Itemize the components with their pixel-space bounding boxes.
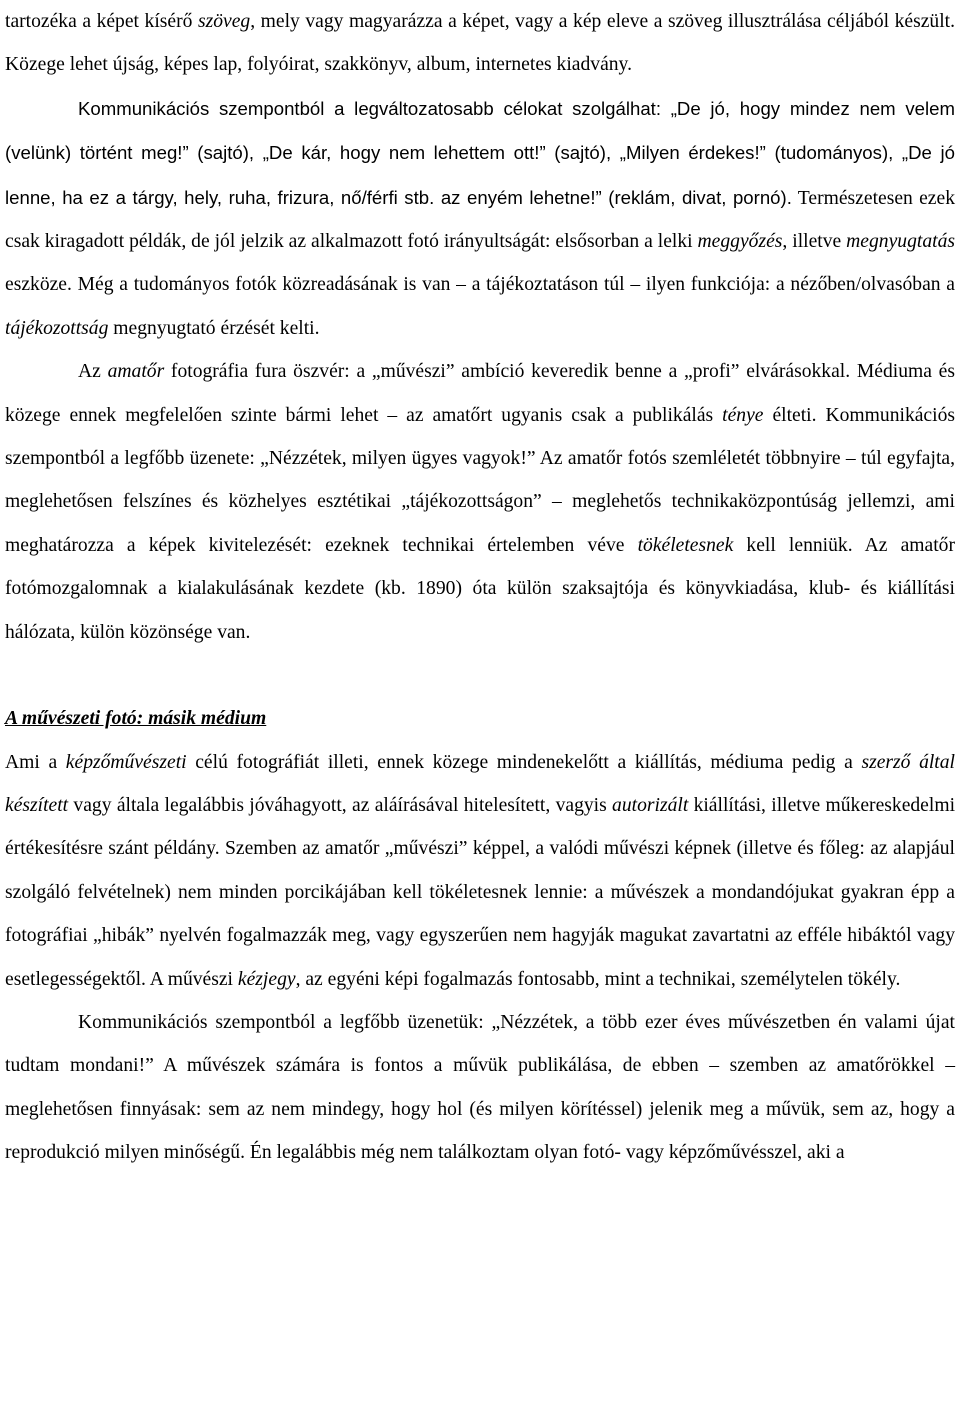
text-run: Az — [78, 361, 108, 383]
paragraph-1 — [5, 0, 955, 87]
quotes-sans-run: Kommunikációs szempontból a legváltozatosabb célokat szolgálhat: „De jó, hogy mindez nem velem (velünk) történt meg!” (sajtó), „De kár, hogy nem lehettem ott!” (sajtó), „Milyen érdekes!” (tudományos), „De jó lenne, ha ez a tárgy, hely, ruha, frizura, nő/férfi stb. az enyém lehetne!” (reklám, divat, pornó). — [5, 97, 955, 208]
text-run: kell lenniük. Az amatőr fotómozgalomnak a kialakulásának kezdete (kb. 1890) óta külön szaksajtója és könyvkiadása, klub- és kiállítási hálózata, külön közönsége van. — [5, 534, 955, 643]
italic-run: tökéletesnek — [637, 534, 734, 556]
italic-run: amatőr — [107, 361, 165, 383]
paragraph-2 — [5, 87, 955, 350]
italic-run: autorizált — [612, 794, 689, 816]
italic-run: tájékozottság — [5, 317, 109, 339]
paragraph-4 — [5, 741, 955, 1001]
italic-run: meggyőzés — [697, 231, 783, 253]
italic-run: szöveg — [197, 11, 251, 32]
text-run: , illetve — [782, 231, 847, 253]
section-heading: A művészeti fotó: másik médium — [5, 708, 267, 730]
italic-run: képzőművészeti — [65, 751, 187, 773]
text-run: eszköze. Még a tudományos fotók közreadásának is van – a tájékoztatáson túl – ilyen funkciója: a nézőben/olvasóban a — [5, 274, 955, 296]
text-run: megnyugtató érzését kelti. — [108, 317, 320, 339]
paragraph-3 — [5, 350, 955, 654]
text-run: vagy általa legalábbis jóváhagyott, az aláírásával hitelesített, vagyis — [68, 794, 613, 816]
text-run: , az egyéni képi fogalmazás fontosabb, mint a technikai, személytelen tökély. — [295, 968, 901, 990]
text-run: Természetesen ezek csak kiragadott példák, de jól jelzik az alkalmazott fotó irányultságát: elsősorban a lelki — [5, 187, 956, 253]
italic-run: szerző által készített — [5, 751, 955, 816]
paragraph-5 — [5, 1001, 955, 1175]
text-run: tartozéka a képet kísérő — [5, 11, 198, 32]
text-run: kiállítási, illetve műkereskedelmi értékesítésre szánt példány. Szemben az amatőr „művészi” képpel, a valódi művészi képnek (illetve és főleg: az alapjául szolgáló felvételnek) nem minden porcikájában kell tökéletesnek lennie: a művészek a mondandójukat gyakran épp a fotográfiai „hibák” nyelvén fogalmazzák meg, vagy egyszerűen nem hagyják magukat zavartatni az efféle hibáktól vagy esetlegességektől. A művészi — [5, 794, 956, 990]
text-run: , mely vagy magyarázza a képet, vagy a kép eleve a szöveg illusztrálása céljából készült. Közege lehet újság, képes lap, folyóirat, szakkönyv, album, internetes kiadvány. — [5, 11, 955, 76]
text-run: fotográfia fura öszvér: a „művészi” ambíció keveredik benne a „profi” elvárásokkal. Médiuma és közege ennek megfelelően szinte bármi lehet – az amatőrt ugyanis csak a publikálás — [5, 361, 955, 426]
text-run: Ami a — [5, 751, 66, 773]
text-run: Kommunikációs szempontból a legfőbb üzenetük: „Nézzétek, a több ezer éves művészetben én valami újat tudtam mondani!” A művészek számára is fontos a művük publikálása, de ebben – szemben az amatőrökkel – meglehetősen finnyásak: sem az nem mindegy, hogy hol (és milyen körítéssel) jelenik meg a művük, sem az, hogy a reprodukció milyen minőségű. Én legalábbis még nem találkoztam olyan fotó- vagy képzőművésszel, aki a — [5, 1011, 955, 1164]
italic-run: kézjegy — [237, 968, 296, 990]
text-run: célú fotográfiát illeti, ennek közege mindenekelőtt a kiállítás, médiuma pedig a — [186, 751, 862, 773]
document-page — [5, 0, 955, 1175]
italic-run: ténye — [722, 404, 764, 426]
text-run: élteti. Kommunikációs szempontból a legfőbb üzenete: „Nézzétek, milyen ügyes vagyok!” Az amatőr fotós szemléletét többnyire – túl egyfajta, meglehetősen felszínes és közhelyes esztétikai „tájékozottságon” – meglehetős technikaközpontúság jellemzi, ami meghatározza a képek kivitelezését: ezeknek technikai értelemben véve — [5, 404, 955, 556]
italic-run: megnyugtatás — [846, 231, 955, 253]
